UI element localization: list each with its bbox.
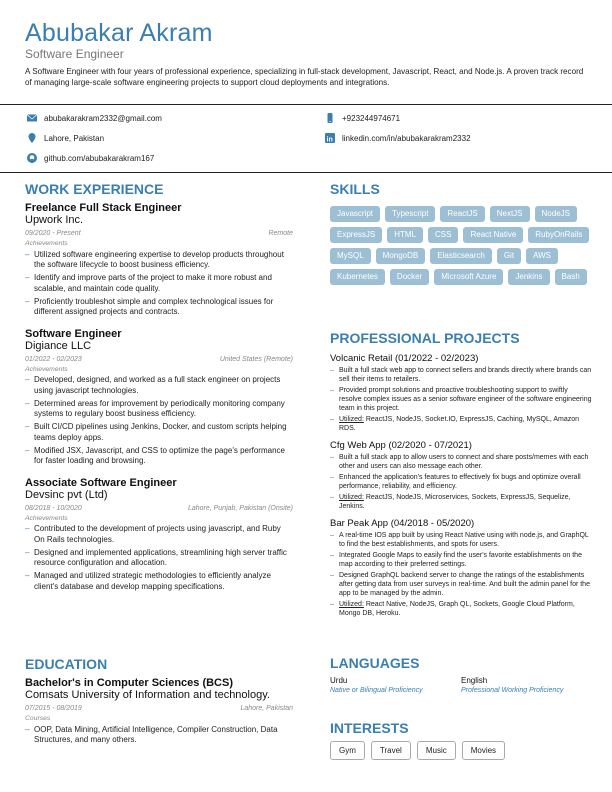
candidate-name: Abubakar Akram	[25, 19, 213, 47]
github-text: github.com/abubakarakram167	[44, 153, 155, 163]
list-item: – Contributed to the development of projects using javascript, and Ruby On Rails technologies.	[25, 524, 293, 545]
list-item: – Built a full stack app to allow users to connect and share posts/memes with each other and users can also message each other.	[330, 453, 592, 471]
linkedin-icon	[325, 133, 335, 143]
list-item: – Developed, designed, and worked as a full stack engineer on projects using javascript technologies.	[25, 375, 293, 396]
languages-section	[330, 655, 592, 694]
projects-section	[330, 330, 592, 618]
email-text: abubakarakram2332@gmail.com	[44, 113, 162, 123]
contact-github[interactable]	[27, 153, 154, 163]
skills-section	[330, 181, 592, 285]
project-bullets	[330, 531, 592, 618]
project-bullets	[330, 453, 592, 511]
utilized-tech: React Native, NodeJS, Graph QL, Sockets, Google Cloud Platform, Mongo DB, Heroku.	[339, 601, 575, 617]
job-meta	[25, 505, 293, 512]
phone-icon	[325, 113, 335, 123]
job-location: United States (Remote)	[219, 355, 293, 363]
skill-tag: ReactJS	[440, 206, 484, 222]
section-heading: EDUCATION	[25, 656, 108, 672]
company: Digiance LLC	[25, 339, 92, 352]
skill-tag: ExpressJS	[330, 227, 382, 243]
contact-linkedin[interactable]	[325, 133, 471, 143]
job-dates: 09/2020 - Present	[25, 230, 81, 237]
edu-dates: 07/2015 - 08/2019	[25, 705, 82, 712]
job-location: Remote	[268, 230, 293, 237]
skill-tag: MongoDB	[376, 248, 426, 264]
company: Upwork Inc.	[25, 214, 84, 226]
phone-text: +923244974671	[342, 113, 401, 123]
list-item: – Modified JSX, Javascript, and CSS to optimize the page's performance for faster loading and browsing.	[25, 446, 293, 467]
utilized-item	[330, 600, 592, 618]
language-entry	[461, 676, 592, 694]
skill-tag: NextJS	[490, 206, 530, 222]
section-heading: INTERESTS	[330, 720, 409, 736]
list-item: – Designed GraphQL backend server to change the ratings of the establishments after getting data from user surveys in real-time. And built the admin panel for the app to be managed by the admin.	[330, 571, 592, 598]
summary: A Software Engineer with four years of professional experience, specializing in full-stack development, Javascript, React, and Node.js. A proven track record of managing large-scale software engineering projects to support cloud deployments and integrations.	[25, 67, 584, 87]
job-entry	[25, 202, 293, 318]
skill-tag: Jenkins	[508, 269, 549, 285]
company: Devsinc pvt (Ltd)	[25, 488, 108, 501]
linkedin-text: linkedin.com/in/abubakarakram2332	[342, 133, 471, 143]
language-level: Native or Bilingual Proficiency	[330, 687, 423, 694]
skill-tag: CSS	[428, 227, 458, 243]
list-item: – Integrated Google Maps to easily find the user's favorite establishments on the map according to their preferred settings.	[330, 551, 592, 569]
contact-location	[27, 133, 104, 143]
list-item: – Enhanced the application's features to effectively fix bugs and optimize overall performance, reliability, and efficiency.	[330, 473, 592, 491]
candidate-title: Software Engineer	[25, 47, 124, 61]
list-item: – Determined areas for improvement by periodically monitoring company systems to regulary boost business efficiency.	[25, 399, 293, 420]
project-title: Bar Peak App (04/2018 - 05/2020)	[330, 518, 475, 529]
skill-tag: Javascript	[330, 206, 380, 222]
school: Comsats University of Information and technology.	[25, 689, 270, 701]
job-entry	[25, 328, 293, 467]
interests-section	[330, 720, 592, 760]
utilized-tech: ReactJS, NodeJS, Socket.IO, ExpressJS, Caching, MySQL, Amazon RDS.	[339, 416, 580, 432]
language-name: English	[461, 676, 488, 685]
skill-tag: AWS	[526, 248, 558, 264]
project-title: Volcanic Retail (01/2022 - 02/2023)	[330, 353, 479, 364]
language-level: Professional Working Proficiency	[461, 687, 564, 694]
svg-text:in: in	[326, 136, 333, 143]
utilized-label: Utilized:	[339, 494, 364, 501]
skill-tag: React Native	[463, 227, 523, 243]
job-meta	[25, 356, 293, 363]
edu-location: Lahore, Pakistan	[240, 705, 293, 712]
language-name: Urdu	[330, 676, 348, 685]
job-dates: 01/2022 - 02/2023	[25, 355, 82, 363]
skill-tag: HTML	[387, 227, 423, 243]
list-item: – Designed and implemented applications, streamlining high server traffic resource configuration and allocation.	[25, 548, 293, 569]
job-title: Freelance Full Stack Engineer	[25, 202, 182, 214]
achievements-list	[25, 250, 293, 318]
language-entry	[330, 676, 461, 694]
job-entry	[25, 477, 293, 593]
achievements-label: Achievements	[25, 514, 68, 522]
list-item: – A real-time IOS app built by using React Native using with node.js, and GraphQL to find the best establishments, and spots for users.	[330, 531, 592, 549]
project-title: Cfg Web App (02/2020 - 07/2021)	[330, 440, 472, 451]
list-item: – Identify and improve parts of the project to make it more robust and scalable, and maintain code quality.	[25, 273, 293, 294]
map-pin-icon	[27, 133, 37, 143]
envelope-icon	[27, 113, 37, 123]
contact-email[interactable]	[27, 113, 162, 123]
skill-tag: Elasticsearch	[430, 248, 492, 264]
skill-tag: NodeJS	[535, 206, 577, 222]
skill-tag: Bash	[555, 269, 587, 285]
list-item: – Managed and utilized strategic methodologies to efficiently analyze client's database and develop mapping specifications.	[25, 571, 293, 592]
section-heading: LANGUAGES	[330, 655, 420, 671]
utilized-label: Utilized:	[339, 601, 364, 608]
achievements-list	[25, 375, 293, 467]
list-item: – Proficiently troubleshot simple and complex technological issues for different assigned projects and contracts.	[25, 297, 293, 318]
job-dates: 08/2018 - 10/2020	[25, 504, 82, 512]
location-text: Lahore, Pakistan	[44, 133, 105, 143]
section-heading: SKILLS	[330, 181, 380, 197]
contact-phone[interactable]	[325, 113, 400, 123]
job-location: Lahore, Punjab, Pakistan (Onsite)	[187, 504, 293, 512]
section-heading: PROFESSIONAL PROJECTS	[330, 330, 520, 346]
job-title: Software Engineer	[25, 327, 122, 340]
interest-tag: Gym	[330, 741, 365, 760]
utilized-label: Utilized:	[339, 416, 364, 423]
courses: – OOP, Data Mining, Artificial Intelligence, Compiler Construction, Data Structures, and many others.	[25, 725, 293, 746]
divider	[0, 172, 612, 173]
job-meta	[25, 230, 293, 237]
utilized-item	[330, 493, 592, 511]
list-item: – Provided prompt solutions and proactive troubleshooting support to swiftly resolve complex issues as a senior software engineer of the software engineering team in this project.	[330, 386, 592, 413]
skill-tag: MySQL	[330, 248, 371, 264]
education-section	[25, 656, 293, 746]
utilized-tech: ReactJS, NodeJS, Microservices, Sockets, ExpressJS, Sequelize, Jenkins.	[339, 494, 571, 510]
skill-tag: Kubernetes	[330, 269, 385, 285]
project-bullets	[330, 366, 592, 433]
work-experience-section	[25, 181, 293, 602]
skill-tag: Typescript	[385, 206, 435, 222]
job-title: Associate Software Engineer	[25, 476, 177, 489]
interest-tag: Movies	[462, 741, 505, 760]
achievements-list	[25, 524, 293, 592]
section-heading: WORK EXPERIENCE	[25, 181, 164, 197]
achievements-label: Achievements	[25, 365, 68, 373]
achievements-label: Achievements	[25, 240, 68, 247]
skill-tag: RubyOnRails	[528, 227, 589, 243]
list-item: – Built a full stack web app to connect sellers and brands directly where brands can sell their items to retailers.	[330, 366, 592, 384]
list-item: – Utilized software engineering expertise to develop products throughout the software lifecycle to boost business efficiency.	[25, 250, 293, 271]
skill-tag: Git	[497, 248, 521, 264]
degree: Bachelor's in Computer Sciences (BCS)	[25, 677, 234, 689]
utilized-item	[330, 415, 592, 433]
courses-label: Courses	[25, 715, 51, 722]
skill-tag: Microsoft Azure	[434, 269, 503, 285]
github-icon	[27, 153, 37, 163]
skill-tag: Docker	[390, 269, 429, 285]
interest-tag: Music	[417, 741, 456, 760]
list-item: – Built CI/CD pipelines using Jenkins, Docker, and custom scripts helping teams deploy apps.	[25, 422, 293, 443]
divider	[0, 104, 612, 105]
interest-tag: Travel	[371, 741, 411, 760]
